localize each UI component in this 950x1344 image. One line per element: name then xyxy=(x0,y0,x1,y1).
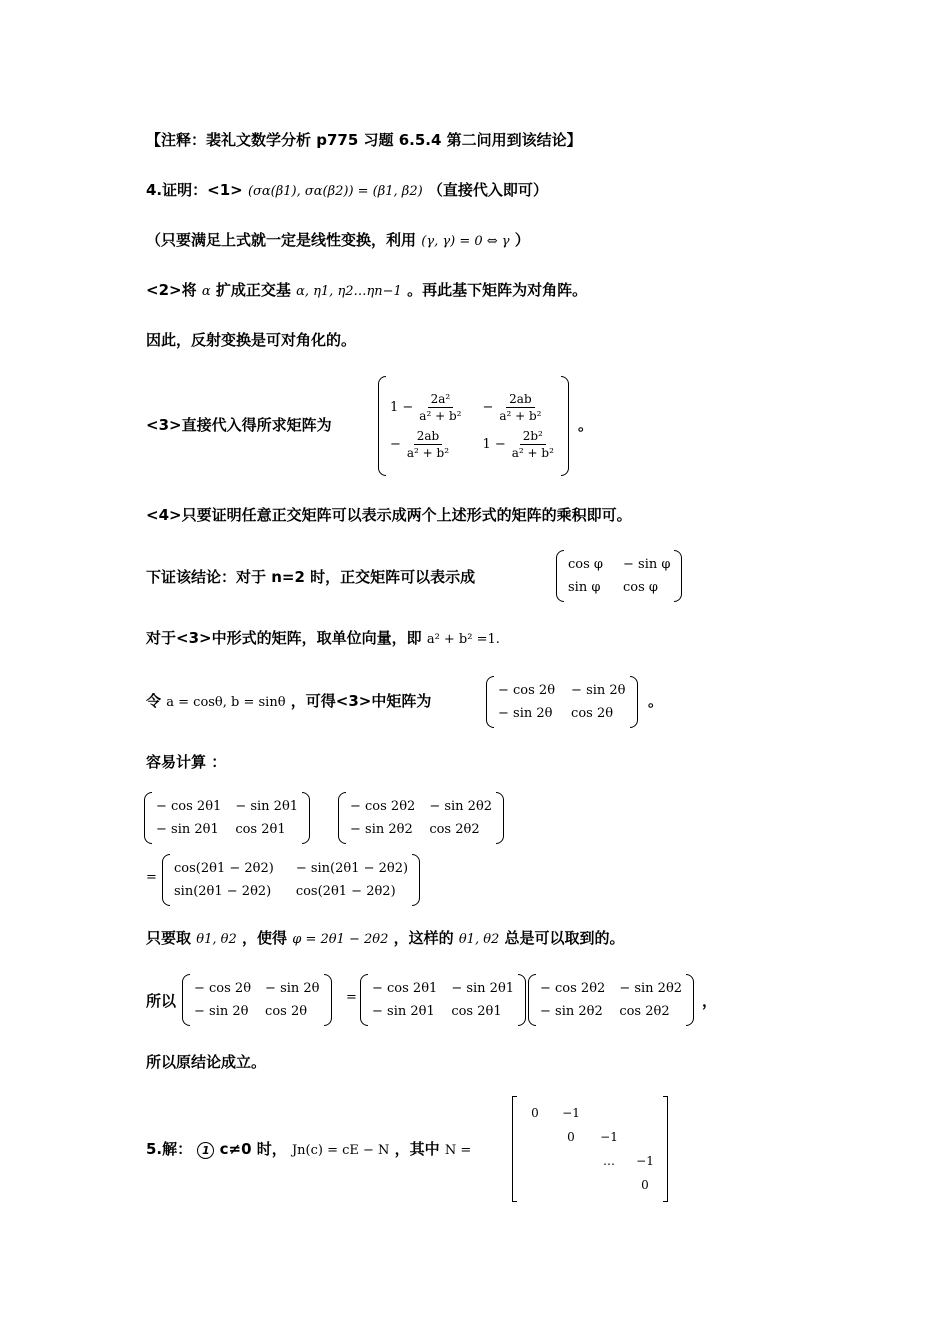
nilpotent-matrix xyxy=(512,1096,668,1202)
p5-N: N = xyxy=(444,1143,472,1158)
rot-a22: cos φ xyxy=(623,580,659,595)
d-a11: − cos 2θ xyxy=(498,683,556,698)
conclusion-line: 因此，反射变换是可对角化的。 xyxy=(146,331,357,349)
g-a12: − sin 2θ1 xyxy=(451,981,515,996)
easy-line: 容易计算 ： xyxy=(146,753,227,771)
pr-a21: sin(2θ1 − 2θ2) xyxy=(174,884,272,899)
left-bracket xyxy=(486,676,494,728)
proof4-formula: (σα(β1), σα(β2)) = (β1, β2) xyxy=(247,184,423,199)
n-cell: … xyxy=(603,1154,615,1168)
unit-vector-line xyxy=(146,628,500,650)
pr-a11: cos(2θ1 − 2θ2) xyxy=(174,861,274,876)
p1-a11: − cos 2θ1 xyxy=(156,799,222,814)
basis-line xyxy=(146,280,587,302)
matrix-a12: − $\frac{2ab}{\text{a² + b²}}$ xyxy=(482,392,542,423)
proof4-line xyxy=(146,180,548,202)
problem5-line xyxy=(146,1138,471,1159)
d-a22: cos 2θ xyxy=(571,706,614,721)
h-a12: − sin 2θ2 xyxy=(619,981,683,996)
take-mid: ，使得 xyxy=(241,929,287,947)
right-bracket xyxy=(663,1096,668,1202)
take-tail: ，这样的 xyxy=(393,929,454,947)
let-formula: a = cosθ, b = sinθ xyxy=(166,695,286,710)
choose-angles-line xyxy=(146,928,625,950)
right-bracket xyxy=(674,550,682,602)
basis-lead: <2>将 xyxy=(146,281,197,299)
right-bracket xyxy=(496,792,504,844)
matrix3-lead: <3>直接代入得所求矩阵为 xyxy=(146,416,332,434)
p2-a11: − cos 2θ2 xyxy=(350,799,416,814)
linear-tail: ） xyxy=(514,231,530,249)
let-lead: 令 xyxy=(146,692,162,710)
p2-a22: cos 2θ2 xyxy=(429,822,480,837)
take-formula3: θ1, θ2 xyxy=(458,932,500,947)
right-bracket xyxy=(630,676,638,728)
product-left-2 xyxy=(338,792,504,844)
proof4-tail: （直接代入即可） xyxy=(427,181,548,199)
n-cell: −1 xyxy=(636,1154,654,1168)
pr-a12: − sin(2θ1 − 2θ2) xyxy=(295,861,409,876)
double-angle-matrix xyxy=(486,676,638,728)
matrix3-tail: 。 xyxy=(578,416,594,434)
left-bracket xyxy=(338,792,346,844)
left-bracket xyxy=(162,854,170,906)
left-bracket xyxy=(360,974,368,1026)
linear-lead: （只要满足上式就一定是线性变换，利用 xyxy=(146,231,417,249)
basis-mid: 扩成正交基 xyxy=(215,281,291,299)
let-mid: ，可得<3>中矩阵为 xyxy=(290,692,432,710)
n-cell: 0 xyxy=(641,1178,649,1192)
p5-formula: Jn(c) = cE − N xyxy=(291,1143,390,1158)
take-formula: θ1, θ2 xyxy=(196,932,237,947)
let-tail: 。 xyxy=(648,692,664,710)
let-line xyxy=(146,690,431,711)
proof4-lead: 4.证明：<1> xyxy=(146,181,243,199)
unit-formula: a² + b² =1. xyxy=(426,632,500,647)
rot-a21: sin φ xyxy=(568,580,601,595)
n-cell: 0 xyxy=(567,1130,575,1144)
pr-a22: cos(2θ1 − 2θ2) xyxy=(295,884,396,899)
p2-a21: − sin 2θ2 xyxy=(350,822,413,837)
matrix-a22: 1 − $\frac{\text{2b²}}{\text{a² + b²}}$ xyxy=(482,429,554,460)
right-bracket xyxy=(324,974,332,1026)
f-a12: − sin 2θ xyxy=(265,981,320,996)
f-a11: − cos 2θ xyxy=(194,981,252,996)
right-bracket xyxy=(412,854,420,906)
basis-formula: α, η1, η2…ηn−1 xyxy=(296,284,402,299)
matrix-a11: 1 − $\frac{\text{2a²}}{\text{a² + b²}}$ xyxy=(390,392,462,423)
f-a22: cos 2θ xyxy=(265,1004,308,1019)
g-a21: − sin 2θ1 xyxy=(372,1004,435,1019)
goal-line: <4>只要证明任意正交矩阵可以表示成两个上述形式的矩阵的乘积即可。 xyxy=(146,506,632,524)
p5-lead: 5.解： xyxy=(146,1140,193,1158)
so-tail: ， xyxy=(702,992,718,1010)
rot-a12: − sin φ xyxy=(623,557,671,572)
right-bracket xyxy=(518,974,526,1026)
p1-a12: − sin 2θ1 xyxy=(235,799,299,814)
note-line: 【注释：裴礼文数学分析 p775 习题 6.5.4 第二问用到该结论】 xyxy=(146,131,582,149)
n-cell: −1 xyxy=(600,1130,618,1144)
d-a12: − sin 2θ xyxy=(571,683,626,698)
left-bracket xyxy=(378,376,386,476)
take-lead: 只要取 xyxy=(146,929,192,947)
final-rhs-1 xyxy=(360,974,526,1026)
take-formula2: φ = 2θ1 − 2θ2 xyxy=(292,932,389,947)
product-left-1 xyxy=(144,792,310,844)
p5-mid: ，其中 xyxy=(394,1140,440,1158)
reflection-matrix xyxy=(378,376,569,476)
rot-a11: cos φ xyxy=(568,557,604,572)
h-a11: − cos 2θ2 xyxy=(540,981,606,996)
g-a11: − cos 2θ1 xyxy=(372,981,438,996)
matrix-a21: − $\frac{2ab}{\text{a² + b²}}$ xyxy=(390,429,450,460)
so-lead: 所以 xyxy=(146,992,177,1010)
h-a22: cos 2θ2 xyxy=(619,1004,670,1019)
p1-a21: − sin 2θ1 xyxy=(156,822,219,837)
p5-text: c≠0 时， xyxy=(219,1140,287,1158)
p2-a12: − sin 2θ2 xyxy=(429,799,493,814)
right-bracket xyxy=(686,974,694,1026)
final-lhs-matrix xyxy=(182,974,332,1026)
right-bracket xyxy=(302,792,310,844)
basis-tail: 。再此基下矩阵为对角阵。 xyxy=(407,281,588,299)
n2-lead: 下证该结论：对于 n=2 时，正交矩阵可以表示成 xyxy=(146,568,476,586)
h-a21: − sin 2θ2 xyxy=(540,1004,603,1019)
left-bracket xyxy=(556,550,564,602)
right-bracket xyxy=(561,376,569,476)
linear-transform-line xyxy=(146,230,530,252)
linear-formula: (γ, γ) = 0 ⇔ γ xyxy=(421,234,510,249)
left-bracket xyxy=(144,792,152,844)
d-a21: − sin 2θ xyxy=(498,706,553,721)
product-result xyxy=(162,854,420,906)
g-a22: cos 2θ1 xyxy=(451,1004,502,1019)
so-equals: = xyxy=(346,990,357,1005)
take-tail2: 总是可以取到的。 xyxy=(504,929,625,947)
p1-a22: cos 2θ1 xyxy=(235,822,286,837)
n-cell: −1 xyxy=(562,1106,580,1120)
equals-sign: = xyxy=(146,870,157,885)
unit-lead: 对于<3>中形式的矩阵，取单位向量，即 xyxy=(146,629,422,647)
f-a21: − sin 2θ xyxy=(194,1004,249,1019)
basis-alpha: α xyxy=(201,284,211,299)
final-rhs-2 xyxy=(528,974,694,1026)
n-cell: 0 xyxy=(531,1106,539,1120)
done-line: 所以原结论成立。 xyxy=(146,1053,267,1071)
left-bracket xyxy=(182,974,190,1026)
circled-one-icon: 1 xyxy=(197,1142,214,1159)
left-bracket xyxy=(528,974,536,1026)
rotation-matrix xyxy=(556,550,682,602)
